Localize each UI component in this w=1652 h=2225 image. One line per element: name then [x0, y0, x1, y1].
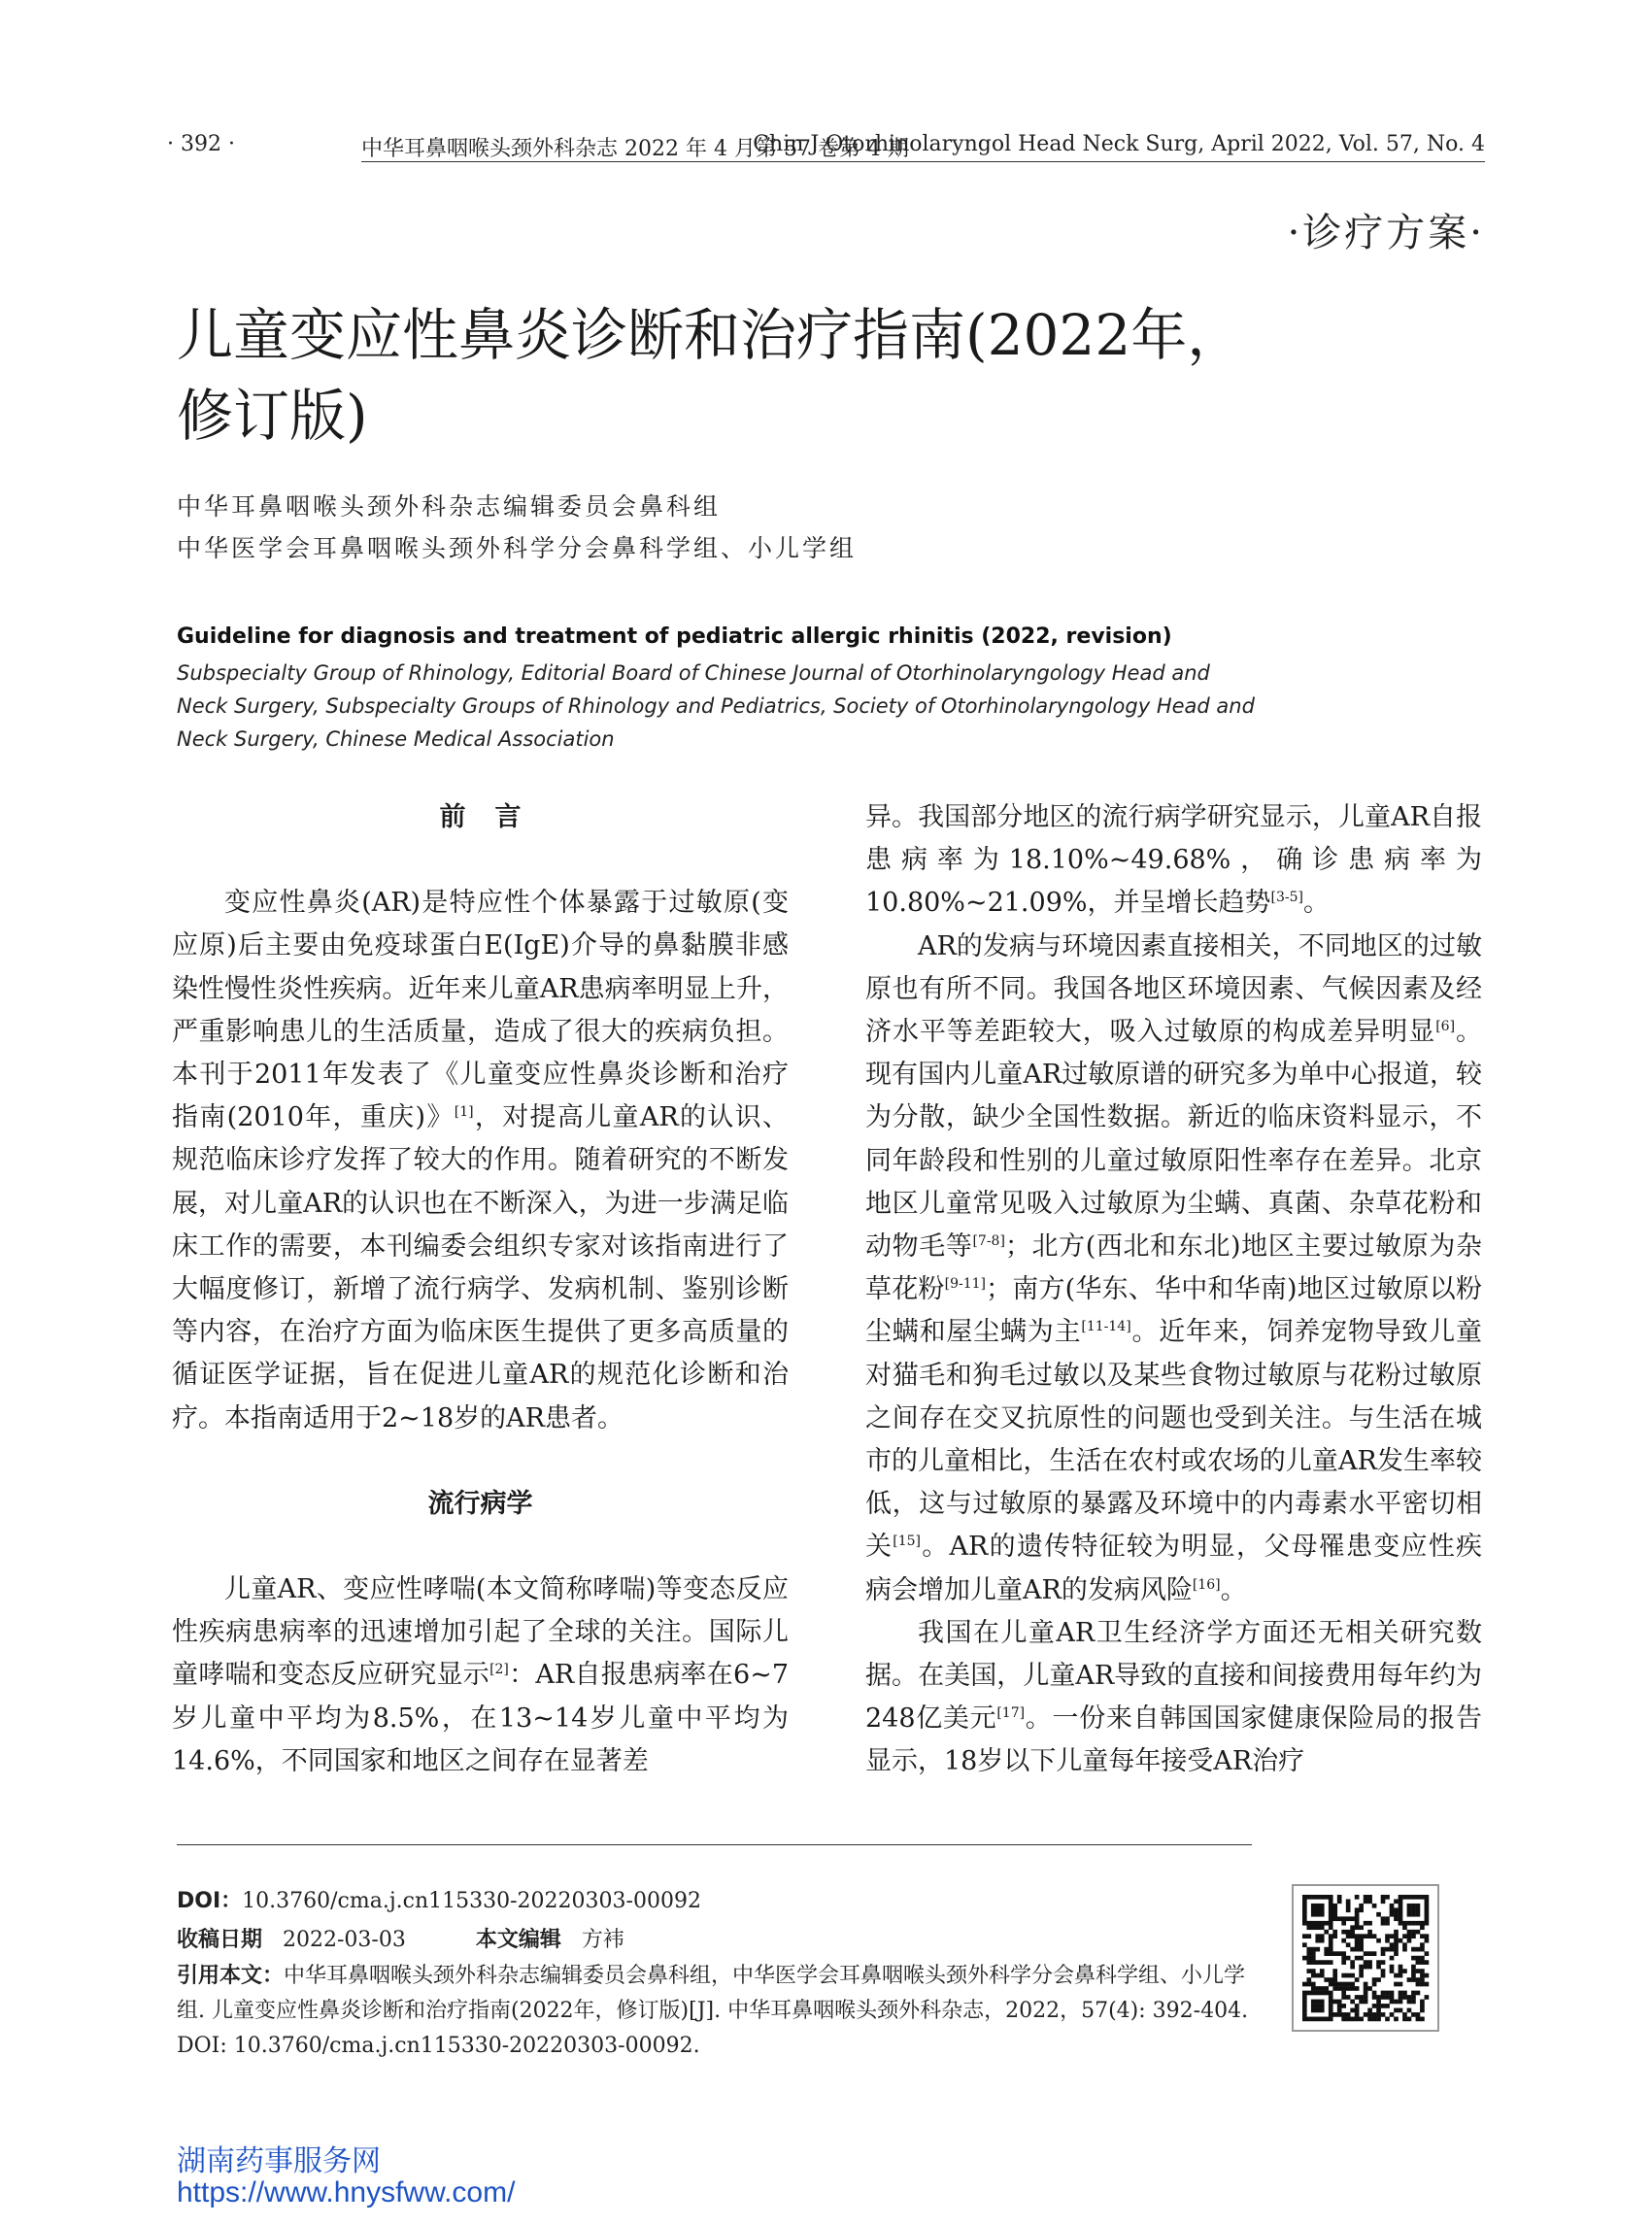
english-authors: Subspecialty Group of Rhinology, Editorial Board of Chinese Journal of Otorhinolaryngology Head and Neck Surgery, Subspecialty Groups of Rhinology and Pediatrics, Society of Otorhinolaryngology Head and Neck Surgery, Chinese Medical Association — [177, 661, 1255, 751]
doi-link[interactable]: 10.3760/cma.j.cn115330-20220303-00092 — [242, 1889, 701, 1913]
qr-code[interactable] — [1292, 1884, 1439, 2032]
doi-line: DOI：10.3760/cma.j.cn115330-20220303-00092 — [177, 1889, 701, 1913]
preface-paragraph: 变应性鼻炎(AR)是特应性个体暴露于过敏原(变应原)后主要由免疫球蛋白E(IgE)介导的鼻黏膜非感染性慢性炎性疾病。近年来儿童AR患病率明显上升，严重影响患儿的生活质量，造成了很大的疾病负担。本刊于2011年发表了《儿童变应性鼻炎诊断和治疗指南(2010年，重庆)》[1]，对提高儿童AR的认识、规范临床诊疗发挥了较大的作用。随着研究的不断发展，对儿童AR的认识也在不断深入，为进一步满足临床工作的需要，本刊编委会组织专家对该指南进行了大幅度修订，新增了流行病学、发病机制、鉴别诊断等内容，在治疗方面为临床医生提供了更多高质量的循证医学证据，旨在促进儿童AR的规范化诊断和治疗。本指南适用于2~18岁的AR患者。 — [172, 888, 790, 1433]
received-editor-line: 收稿日期 2022-03-03 本文编辑 方袆 — [177, 1928, 624, 1952]
left-column — [172, 796, 789, 1783]
citation-ref[interactable]: [7-8] — [972, 1233, 1005, 1250]
body-paragraph: AR的发病与环境因素直接相关，不同地区的过敏原也有所不同。我国各地区环境因素、气候因素及经济水平等差距较大，吸入过敏原的构成差异明显[6]。现有国内儿童AR过敏原谱的研究多为单中心报道，较为分散，缺少全国性数据。新近的临床资料显示，不同年龄段和性别的儿童过敏原阳性率存在差异。北京地区儿童常见吸入过敏原为尘螨、真菌、杂草花粉和动物毛等[7-8]；北方(西北和东北)地区主要过敏原为杂草花粉[9-11]；南方(华东、华中和华南)地区过敏原以粉尘螨和屋尘螨为主[11-14]。近年来，饲养宠物导致儿童对猫毛和狗毛过敏以及某些食物过敏原与花粉过敏原之间存在交叉抗原性的问题也受到关注。与生活在城市的儿童相比，生活在农村或农场的儿童AR发生率较低，这与过敏原的暴露及环境中的内毒素水平密切相关[15]。AR的遗传特征较为明显，父母罹患变应性疾病会增加儿童AR的发病风险[16]。 — [865, 930, 1483, 1605]
journal-header-en: Chin J Otorhinolaryngol Head Neck Surg, April 2022, Vol. 57, No. 4 — [753, 132, 1485, 156]
journal-header-cn: 中华耳鼻咽喉头颈外科杂志 2022 年 4 月第 57 卷第 4 期 — [361, 137, 909, 161]
qr-code-icon — [1294, 1886, 1437, 2030]
author-group-2: 中华医学会耳鼻咽喉头颈外科学分会鼻科学组、小儿学组 — [177, 534, 858, 562]
citation-ref[interactable]: [2] — [489, 1662, 509, 1678]
header-rule — [361, 161, 1485, 162]
epidemiology-paragraph: 儿童AR、变应性哮喘(本文简称哮喘)等变态反应性疾病患病率的迅速增加引起了全球的关注。国际儿童哮喘和变态反应研究显示[2]：AR自报患病率在6~7岁儿童中平均为8.5%，在13~14岁儿童中平均为14.6%，不同国家和地区之间存在显著差 — [172, 1574, 790, 1776]
citation-ref[interactable]: [1] — [454, 1104, 474, 1121]
footnote-rule — [177, 1844, 1252, 1845]
citation-ref[interactable]: [17] — [996, 1705, 1026, 1722]
citation-ref[interactable]: [15] — [893, 1534, 922, 1550]
preface-heading: 前言 — [439, 802, 551, 832]
citation-block: 引用本文：中华耳鼻咽喉头颈外科杂志编辑委员会鼻科组，中华医学会耳鼻咽喉头颈外科学分会鼻科学组、小儿学组. 儿童变应性鼻炎诊断和治疗指南(2022年，修订版)[J]. 中华耳鼻咽喉头颈外科杂志，2022，57(4): 392-404. DOI: 10.3760/cma.j.cn115330-20220303-00092. — [177, 1964, 1249, 2058]
body-paragraph: 异。我国部分地区的流行病学研究显示，儿童AR自报患病率为18.10%~49.68%，确诊患病率为10.80%~21.09%，并呈增长趋势[3-5]。 — [865, 802, 1482, 919]
citation-ref[interactable]: [11-14] — [1081, 1319, 1131, 1335]
watermark-site-name[interactable]: 湖南药事服务网 — [177, 2144, 381, 2178]
author-group-1: 中华耳鼻咽喉头颈外科杂志编辑委员会鼻科组 — [177, 492, 722, 521]
english-title: Guideline for diagnosis and treatment of pediatric allergic rhinitis (2022, revision) — [177, 624, 1172, 649]
body-paragraph: 我国在儿童AR卫生经济学方面还无相关研究数据。在美国，儿童AR导致的直接和间接费用每年约为248亿美元[17]。一份来自韩国国家健康保险局的报告显示，18岁以下儿童每年接受AR治疗 — [865, 1617, 1482, 1777]
citation-ref[interactable]: [6] — [1435, 1019, 1456, 1035]
citation-ref[interactable]: [16] — [1192, 1576, 1221, 1593]
epidemiology-heading: 流行病学 — [427, 1488, 533, 1519]
article-title: 儿童变应性鼻炎诊断和治疗指南(2022年，修订版) — [177, 302, 1244, 449]
citation-ref[interactable]: [9-11] — [944, 1276, 987, 1293]
right-column — [865, 796, 1482, 1784]
page-number: · 392 · — [167, 132, 235, 156]
citation-ref[interactable]: [3-5] — [1270, 890, 1303, 906]
watermark-url[interactable]: https://www.hnysfww.com/ — [177, 2176, 516, 2208]
section-label: ·诊疗方案· — [1287, 211, 1485, 255]
